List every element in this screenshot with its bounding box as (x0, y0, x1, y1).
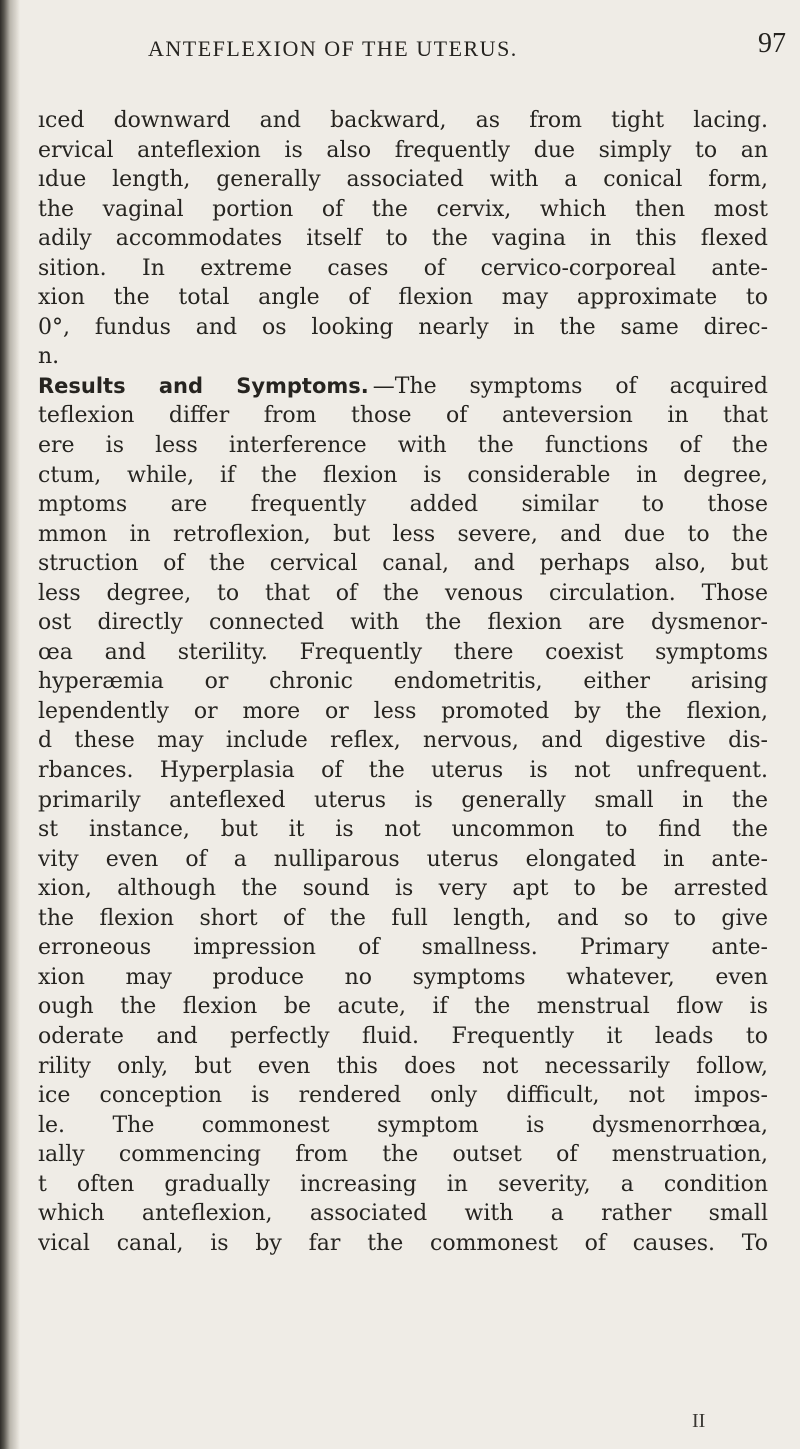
section-heading: Results and Symptoms. (38, 373, 369, 398)
text-line: rbances. Hyperplasia of the uterus is not unfrequent. (38, 758, 768, 784)
running-head: ANTEFLEXION OF THE UTERUS. (148, 36, 518, 61)
text-line: xion the total angle of flexion may approximate to (38, 285, 768, 311)
page-header (0, 24, 800, 64)
page-number: 97 (758, 28, 786, 59)
text-line: le. The commonest symptom is dysmenorrhœa, (38, 1112, 768, 1138)
text-line: ough the flexion be acute, if the menstrual flow is (38, 994, 768, 1020)
signature-mark: II (692, 1410, 706, 1432)
text-line: ere is less interference with the functions of the (38, 433, 768, 459)
text-line: ctum, while, if the flexion is considerable in degree, (38, 462, 768, 488)
heading-line (38, 372, 768, 402)
text-line: hyperæmia or chronic endometritis, either arising (38, 669, 768, 695)
text-line: ost directly connected with the flexion are dysmenor- (38, 610, 768, 636)
text-line: ıdue length, generally associated with a conical form, (38, 167, 768, 193)
text-line: the flexion short of the full length, and so to give (38, 905, 768, 931)
text-line: xion may produce no symptoms whatever, even (38, 964, 768, 990)
text-line: d these may include reflex, nervous, and digestive dis- (38, 728, 768, 754)
text-line: ervical anteflexion is also frequently due simply to an (38, 137, 768, 163)
book-binding-edge (0, 0, 20, 1449)
text-line: sition. In extreme cases of cervico-corporeal ante- (38, 255, 768, 281)
text-line: the vaginal portion of the cervix, which then most (38, 196, 768, 222)
text-line: mmon in retroflexion, but less severe, and due to the (38, 521, 768, 547)
text-line: ıally commencing from the outset of menstruation, (38, 1142, 768, 1168)
text-line: adily accommodates itself to the vagina in this flexed (38, 226, 768, 252)
text-line-continuation: —The symptoms of acquired (372, 373, 768, 399)
text-line: 0°, fundus and os looking nearly in the same direc- (38, 314, 768, 340)
text-line: lependently or more or less promoted by the flexion, (38, 698, 768, 724)
text-line: teflexion differ from those of anteversion in that (38, 403, 768, 429)
text-line: vical canal, is by far the commonest of causes. To (38, 1230, 768, 1256)
text-line: ıced downward and backward, as from tight lacing. (38, 108, 768, 133)
text-line: mptoms are frequently added similar to those (38, 492, 768, 518)
text-line: œa and sterility. Frequently there coexist symptoms (38, 639, 768, 665)
text-line: struction of the cervical canal, and perhaps also, but (38, 551, 768, 577)
text-line: n. (38, 344, 60, 370)
text-line: oderate and perfectly fluid. Frequently it leads to (38, 1023, 768, 1049)
text-line: vity even of a nulliparous uterus elongated in ante- (38, 846, 768, 872)
text-line: which anteflexion, associated with a rather small (38, 1201, 768, 1227)
text-line: less degree, to that of the venous circulation. Those (38, 580, 768, 606)
text-line: rility only, but even this does not necessarily follow, (38, 1053, 768, 1079)
text-line: ice conception is rendered only difficult, not impos- (38, 1083, 768, 1109)
text-line: xion, although the sound is very apt to be arrested (38, 876, 768, 902)
text-line: st instance, but it is not uncommon to find the (38, 817, 768, 843)
text-line: t often gradually increasing in severity, a condition (38, 1171, 768, 1197)
body-text (38, 106, 768, 1258)
text-line: primarily anteflexed uterus is generally small in the (38, 787, 768, 813)
text-line: erroneous impression of smallness. Primary ante- (38, 935, 768, 961)
